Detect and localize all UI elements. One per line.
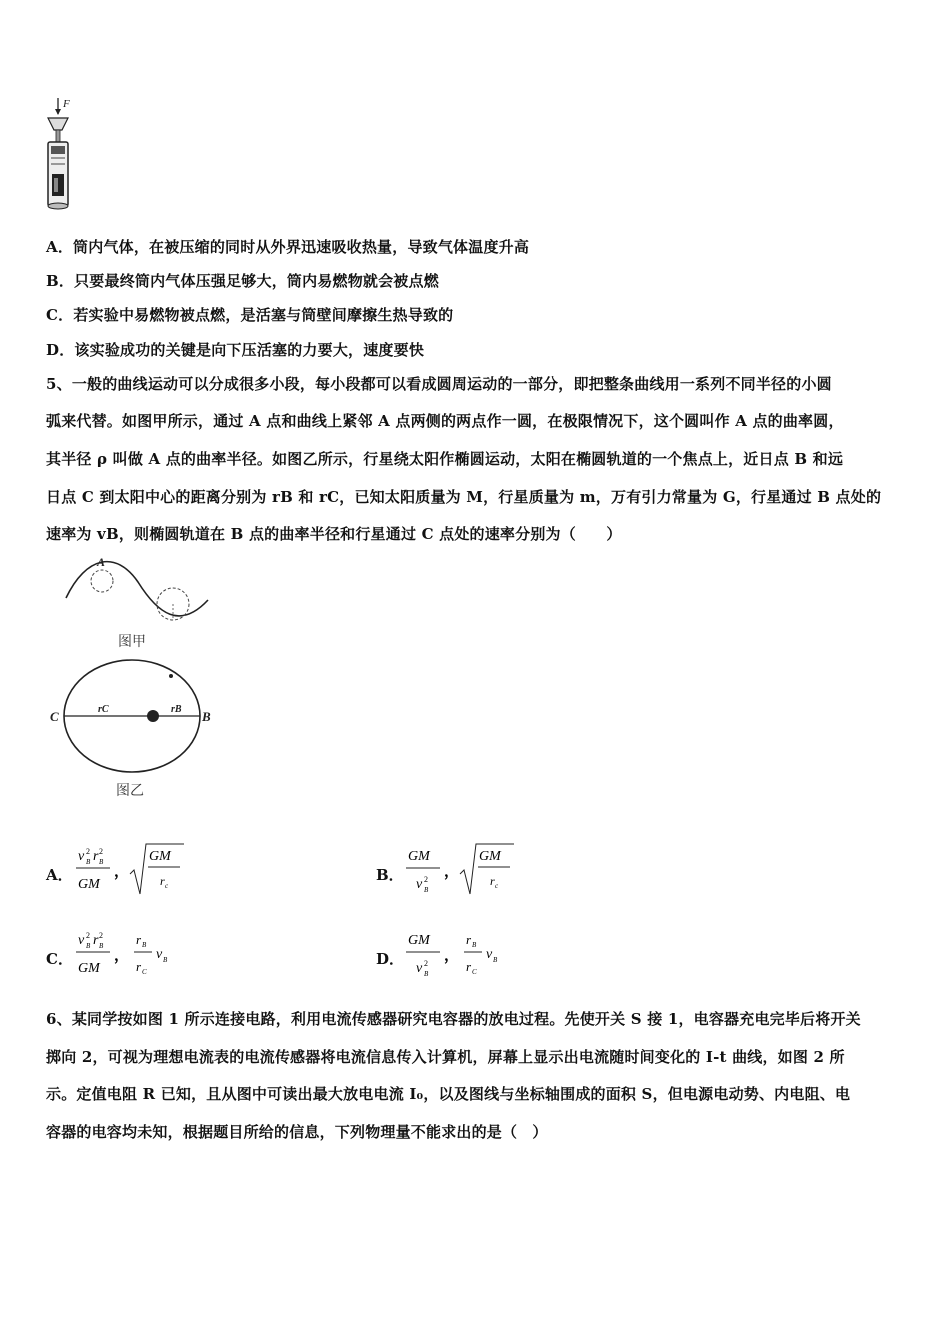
svg-text:v: v [416,877,423,892]
q6-line-2: 掷向 2，可视为理想电流表的电流传感器将电流信息传入计算机，屏幕上显示出电流随时间变化的 I-t 曲线，如图 2 所 [46,1048,845,1066]
svg-text:，: ， [444,948,460,964]
label-c: C [50,709,59,724]
q4-option-b: B．只要最终筒内气体压强足够大，筒内易燃物就会被点燃 [46,272,439,290]
svg-text:GM: GM [408,933,430,948]
q5-option-b-formula [402,838,522,898]
svg-text:v: v [416,961,423,976]
q5-option-c-letter: C． [46,950,73,968]
q6-line-4: 容器的电容均未知，根据题目所给的信息，下列物理量不能求出的是（ ） [46,1123,548,1141]
svg-text:GM: GM [408,849,430,864]
svg-text:B: B [86,858,91,866]
q4-option-d: D．该实验成功的关键是向下压活塞的力要大，速度要快 [46,341,425,359]
svg-text:B: B [472,941,477,949]
svg-text:B: B [424,886,429,894]
label-b: B [202,709,211,724]
force-label: F [63,98,70,110]
q5-line-4: 日点 C 到太阳中心的距离分别为 rB 和 rC，已知太阳质量为 M，行星质量为 m，万有引力常量为 G，行星通过 B 点处的 [46,488,882,506]
svg-text:B: B [424,970,429,978]
svg-text:r: r [466,959,472,974]
svg-text:2: 2 [99,931,103,940]
svg-text:v: v [78,933,85,948]
svg-text:2: 2 [86,847,90,856]
svg-text:B: B [86,942,91,950]
svg-text:C: C [472,968,477,976]
svg-text:，: ， [114,948,130,964]
q5-option-d-formula [402,922,522,982]
svg-text:r: r [466,932,472,947]
svg-text:B: B [142,941,147,949]
svg-text:B: B [163,956,168,964]
svg-text:，: ， [114,864,130,880]
orbit-figure-yi [44,656,224,778]
svg-text:c: c [165,882,169,890]
q5-option-a-formula [72,838,192,898]
svg-text:v: v [156,947,163,962]
svg-text:v: v [78,849,85,864]
svg-text:GM: GM [149,849,171,864]
svg-text:GM: GM [78,961,100,976]
q4-option-a: A．筒内气体，在被压缩的同时从外界迅速吸收热量，导致气体温度升高 [46,238,530,256]
svg-text:B: B [99,858,104,866]
svg-text:r: r [160,874,165,888]
q5-option-a-letter: A． [46,866,73,884]
curvature-figure-jia [60,552,220,632]
q5-line-1: 5、一般的曲线运动可以分成很多小段，每小段都可以看成圆周运动的一部分，即把整条曲线用一系列不同半径的小圆 [46,375,832,393]
piston-figure [36,96,86,216]
svg-text:2: 2 [99,847,103,856]
q4-option-c: C．若实验中易燃物被点燃，是活塞与筒壁间摩擦生热导致的 [46,306,454,324]
svg-text:r: r [93,849,99,864]
caption-jia: 图甲 [118,634,146,650]
q5-option-d-letter: D． [376,950,405,968]
q5-line-3: 其半径 ρ 叫做 A 点的曲率半径。如图乙所示，行星绕太阳作椭圆运动，太阳在椭圆轨道的一个焦点上，近日点 B 和远 [46,450,844,468]
label-rc: rC [98,704,109,715]
svg-text:，: ， [444,864,460,880]
q5-option-c-formula [72,922,192,982]
svg-text:2: 2 [424,875,428,884]
svg-text:B: B [99,942,104,950]
point-a-label: A [97,555,106,569]
q5-line-5: 速率为 vB，则椭圆轨道在 B 点的曲率半径和行星通过 C 点处的速率分别为（ ） [46,525,622,543]
svg-text:2: 2 [424,959,428,968]
q5-line-2: 弧来代替。如图甲所示，通过 A 点和曲线上紧邻 A 点两侧的两点作一圆，在极限情况下，这个圆叫作 A 点的曲率圆， [46,412,844,430]
svg-text:2: 2 [86,931,90,940]
svg-text:GM: GM [479,849,501,864]
q5-option-b-letter: B． [376,866,404,884]
svg-text:v: v [486,947,493,962]
svg-text:c: c [495,882,499,890]
svg-text:GM: GM [78,877,100,892]
svg-text:r: r [93,933,99,948]
label-rb: rB [171,704,182,715]
svg-text:B: B [493,956,498,964]
q6-line-3: 示。定值电阻 R 已知，且从图中可读出最大放电电流 I₀，以及图线与坐标轴围成的面积 S，但电源电动势、内电阻、电 [46,1085,851,1103]
svg-text:r: r [490,874,495,888]
svg-text:r: r [136,932,142,947]
svg-text:r: r [136,959,142,974]
q6-line-1: 6、某同学按如图 1 所示连接电路，利用电流传感器研究电容器的放电过程。先使开关 S 接 1，电容器充电完毕后将开关 [46,1010,861,1028]
caption-yi: 图乙 [116,783,144,799]
svg-text:C: C [142,968,147,976]
